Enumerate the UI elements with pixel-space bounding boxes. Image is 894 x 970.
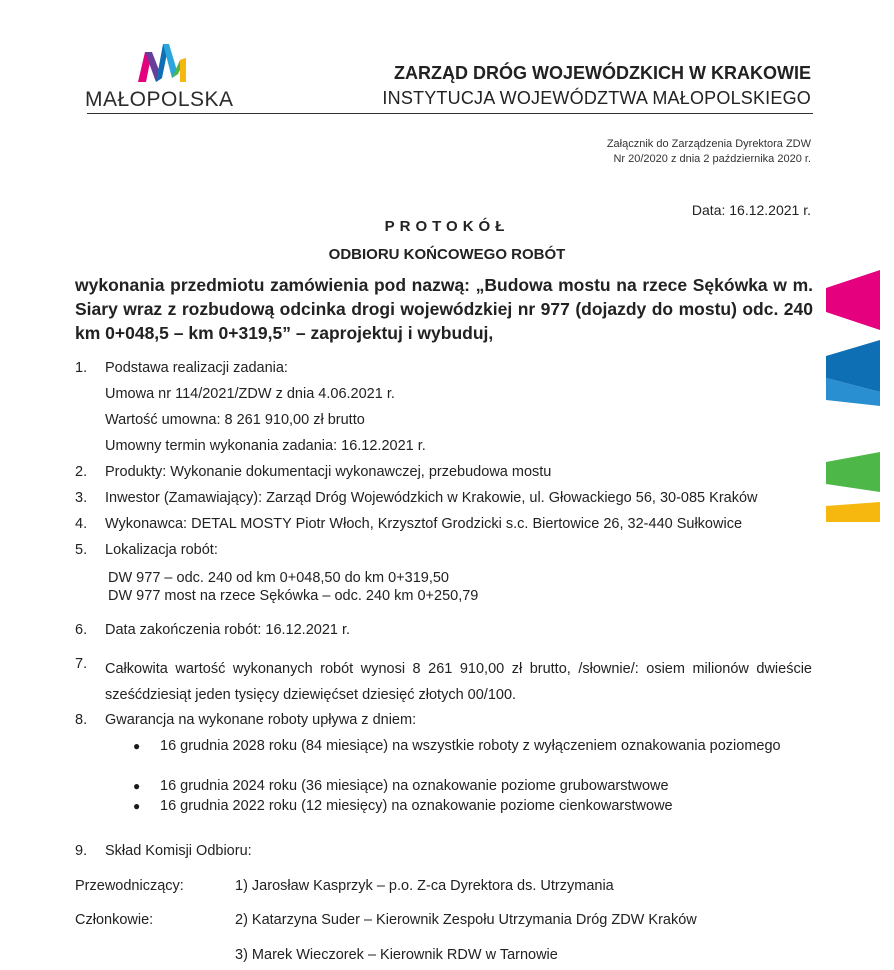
item-investor: Inwestor (Zamawiający): Zarząd Dróg Wojewódzkich w Krakowie, ul. Głowackiego 56, 30-085 Kraków	[105, 490, 758, 506]
document-date: Data: 16.12.2021 r.	[691, 202, 811, 218]
annex-line-2: Nr 20/2020 z dnia 2 października 2020 r.	[613, 153, 811, 165]
item-contract: Umowa nr 114/2021/ZDW z dnia 4.06.2021 r.	[105, 386, 395, 402]
institution-name: ZARZĄD DRÓG WOJEWÓDZKICH W KRAKOWIE	[394, 63, 811, 83]
members-label: Członkowie:	[75, 912, 154, 928]
bullet-icon: ●	[133, 779, 141, 793]
item-warranty: Gwarancja na wykonane roboty upływa z dniem:	[105, 712, 417, 728]
annex-line-1: Załącznik do Zarządzenia Dyrektora ZDW	[606, 138, 811, 150]
item-products: Produkty: Wykonanie dokumentacji wykonawczej, przebudowa mostu	[105, 464, 552, 480]
item-contract-value: Wartość umowna: 8 261 910,00 zł brutto	[105, 412, 365, 428]
item-number: 4.	[75, 516, 88, 532]
item-number: 1.	[75, 360, 88, 376]
document-title: PROTOKÓŁ	[384, 218, 510, 235]
warranty-all-works: 16 grudnia 2028 roku (84 miesiące) na wszystkie roboty z wyłączeniem oznakowania poziomego	[160, 738, 781, 754]
committee-chair: 1) Jarosław Kasprzyk – p.o. Z-ca Dyrektora ds. Utrzymania	[235, 878, 614, 894]
item-location: Lokalizacja robót:	[105, 542, 218, 558]
committee-member-3: 3) Marek Wieczorek – Kierownik RDW w Tarnowie	[235, 947, 558, 963]
committee-member-2: 2) Katarzyna Suder – Kierownik Zespołu Utrzymania Dróg ZDW Kraków	[235, 912, 697, 928]
item-completion-date: Data zakończenia robót: 16.12.2021 r.	[105, 622, 351, 638]
item-number: 9.	[75, 843, 88, 859]
item-committee: Skład Komisji Odbioru:	[105, 843, 252, 859]
item-contract-deadline: Umowny termin wykonania zadania: 16.12.2021 r.	[105, 438, 426, 454]
brand-color-bars	[826, 270, 880, 526]
item-number: 7.	[75, 656, 88, 672]
item-basis: Podstawa realizacji zadania:	[105, 360, 288, 376]
annex-note	[607, 137, 811, 167]
item-number: 6.	[75, 622, 88, 638]
warranty-thin-marking: 16 grudnia 2022 roku (12 miesięcy) na oznakowanie poziome cienkowarstwowe	[160, 798, 673, 814]
item-contractor: Wykonawca: DETAL MOSTY Piotr Włoch, Krzysztof Grodzicki s.c. Biertowice 26, 32-440 Sułkowice	[105, 516, 743, 532]
bullet-icon: ●	[133, 799, 141, 813]
item-number: 5.	[75, 542, 88, 558]
location-section: DW 977 – odc. 240 od km 0+048,50 do km 0+319,50	[108, 570, 449, 586]
item-number: 2.	[75, 464, 88, 480]
document-subtitle: ODBIORU KOŃCOWEGO ROBÓT	[328, 246, 566, 263]
contract-subject: wykonania przedmiotu zamówienia pod nazwą: „Budowa mostu na rzece Sękówka w m. Siary wraz z rozbudową odcinka drogi wojewódzkiej nr 977 (dojazdy do mostu) odc. 240 km 0+048,5 – km 0+319,5” – zaprojektuj i wybuduj,	[75, 275, 813, 343]
item-number: 3.	[75, 490, 88, 506]
chair-label: Przewodniczący:	[75, 878, 184, 894]
warranty-thick-marking: 16 grudnia 2024 roku (36 miesiące) na oznakowanie poziome grubowarstwowe	[160, 778, 669, 794]
logo-text: MAŁOPOLSKA	[85, 88, 234, 111]
item-number: 8.	[75, 712, 88, 728]
institution-subtitle: INSTYTUCJA WOJEWÓDZTWA MAŁOPOLSKIEGO	[382, 88, 811, 108]
location-bridge: DW 977 most na rzece Sękówka – odc. 240 km 0+250,79	[108, 588, 479, 604]
item-total-value: Całkowita wartość wykonanych robót wynosi 8 261 910,00 zł brutto, /słownie/: osiem milionów dwieście sześćdziesiąt jeden tysięcy dziewięćset dziesięć złotych 00/100.	[105, 661, 812, 703]
malopolska-logo-icon	[136, 38, 188, 84]
header-divider	[87, 113, 813, 114]
bullet-icon: ●	[133, 739, 141, 753]
